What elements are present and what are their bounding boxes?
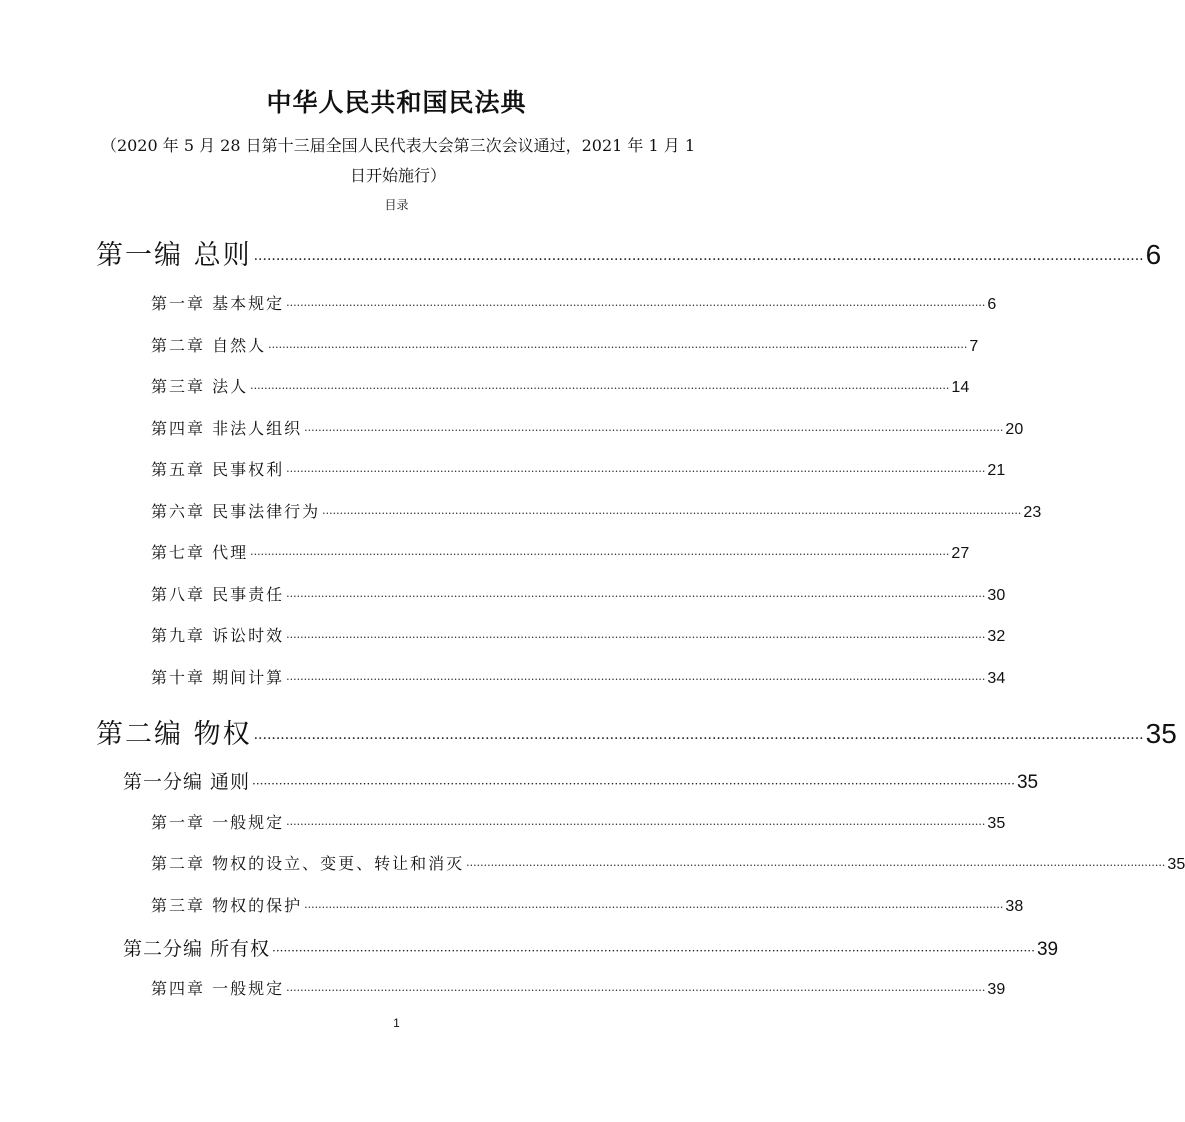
toc-leader-dots: ········································································································································································································: [252, 777, 1015, 791]
toc-entry-page: 32: [987, 628, 1006, 645]
toc-leader-dots: ········································································································································································································: [253, 731, 1144, 747]
toc-entry-part[interactable]: [96, 712, 1177, 750]
toc-entry-label: 第八章 民事责任: [151, 585, 285, 604]
toc-entry-chapter[interactable]: [151, 374, 970, 396]
toc-entry-label: 第九章 诉讼时效: [151, 626, 285, 645]
toc-entry-label: 第十章 期间计算: [151, 668, 285, 687]
toc-heading: 目录: [384, 198, 409, 212]
toc-entry-page: 21: [987, 462, 1006, 479]
document-subtitle: （2020 年 5 月 28 日第十三届全国人民代表大会第三次会议通过，2021 年 1 月 1 日开始施行）: [100, 136, 696, 185]
toc-leader-dots: ········································································································································································································: [286, 631, 986, 644]
toc-entry-chapter[interactable]: [151, 416, 1024, 438]
toc-entry-page: 14: [951, 379, 970, 396]
toc-entry-page: 7: [969, 338, 979, 355]
toc-entry-label: 第一编 总则: [96, 240, 252, 271]
toc-entry-label: 第一分编 通则: [123, 771, 251, 793]
toc-entry-page: 6: [987, 296, 997, 313]
toc-entry-chapter[interactable]: [151, 665, 1006, 687]
toc-entry-page: 23: [1023, 504, 1042, 521]
toc-entry-chapter[interactable]: [151, 623, 1006, 645]
toc-leader-dots: ········································································································································································································: [322, 507, 1022, 520]
toc-leader-dots: ········································································································································································································: [466, 859, 1166, 872]
toc-entry-page: 35: [987, 815, 1006, 832]
toc-entry-page: 30: [987, 587, 1006, 604]
toc-leader-dots: ········································································································································································································: [250, 548, 950, 561]
toc-entry-part[interactable]: [96, 233, 1162, 271]
toc-leader-dots: ········································································································································································································: [304, 424, 1004, 437]
toc-entry-page: 35: [1167, 856, 1185, 873]
toc-leader-dots: ········································································································································································································: [304, 901, 1004, 914]
toc-leader-dots: ········································································································································································································: [253, 252, 1144, 268]
toc-entry-page: 35: [1016, 772, 1039, 793]
toc-entry-page: 20: [1005, 421, 1024, 438]
toc-leader-dots: ········································································································································································································: [268, 341, 968, 354]
toc-leader-dots: ········································································································································································································: [286, 984, 986, 997]
toc-entry-chapter[interactable]: [151, 457, 1006, 479]
toc-entry-page: 38: [1005, 898, 1024, 915]
toc-leader-dots: ········································································································································································································: [250, 382, 950, 395]
toc-entry-chapter[interactable]: [151, 540, 970, 562]
toc-entry-label: 第六章 民事法律行为: [151, 502, 321, 521]
toc-entry-chapter[interactable]: [151, 582, 1006, 604]
toc-leader-dots: ········································································································································································································: [286, 818, 986, 831]
toc-entry-page: 27: [951, 545, 970, 562]
page-number: 1: [393, 1016, 400, 1030]
toc-entry-label: 第四章 一般规定: [151, 979, 285, 998]
toc-entry-page: 39: [987, 981, 1006, 998]
toc-entry-label: 第五章 民事权利: [151, 460, 285, 479]
toc-leader-dots: ········································································································································································································: [286, 465, 986, 478]
toc-entry-label: 第一章 基本规定: [151, 294, 285, 313]
toc-entry-label: 第二分编 所有权: [123, 938, 271, 960]
toc-entry-page: 35: [1145, 718, 1177, 749]
toc-entry-label: 第二章 自然人: [151, 336, 267, 355]
toc-leader-dots: ········································································································································································································: [286, 673, 986, 686]
toc-leader-dots: ········································································································································································································: [286, 590, 986, 603]
toc-entry-label: 第一章 一般规定: [151, 813, 285, 832]
toc-entry-page: 39: [1036, 939, 1059, 960]
toc-entry-subpart[interactable]: [123, 767, 1039, 793]
toc-entry-chapter[interactable]: [151, 333, 979, 355]
toc-entry-chapter[interactable]: [151, 851, 1185, 873]
toc-entry-label: 第四章 非法人组织: [151, 419, 303, 438]
toc-entry-label: 第七章 代理: [151, 543, 249, 562]
toc-entry-chapter[interactable]: [151, 810, 1006, 832]
toc-entry-label: 第三章 物权的保护: [151, 896, 303, 915]
toc-leader-dots: ········································································································································································································: [286, 299, 986, 312]
toc-entry-label: 第二章 物权的设立、变更、转让和消灭: [151, 854, 465, 873]
toc-entry-chapter[interactable]: [151, 291, 997, 313]
toc-entry-page: 6: [1145, 239, 1162, 270]
toc-entry-chapter[interactable]: [151, 893, 1024, 915]
toc-entry-chapter[interactable]: [151, 976, 1006, 998]
toc-entry-subpart[interactable]: [123, 934, 1059, 960]
toc-leader-dots: ········································································································································································································: [272, 944, 1035, 958]
toc-entry-page: 34: [987, 670, 1006, 687]
toc-entry-chapter[interactable]: [151, 499, 1042, 521]
document-title: 中华人民共和国民法典: [266, 88, 527, 117]
toc-entry-label: 第三章 法人: [151, 377, 249, 396]
toc-entry-label: 第二编 物权: [96, 719, 252, 750]
